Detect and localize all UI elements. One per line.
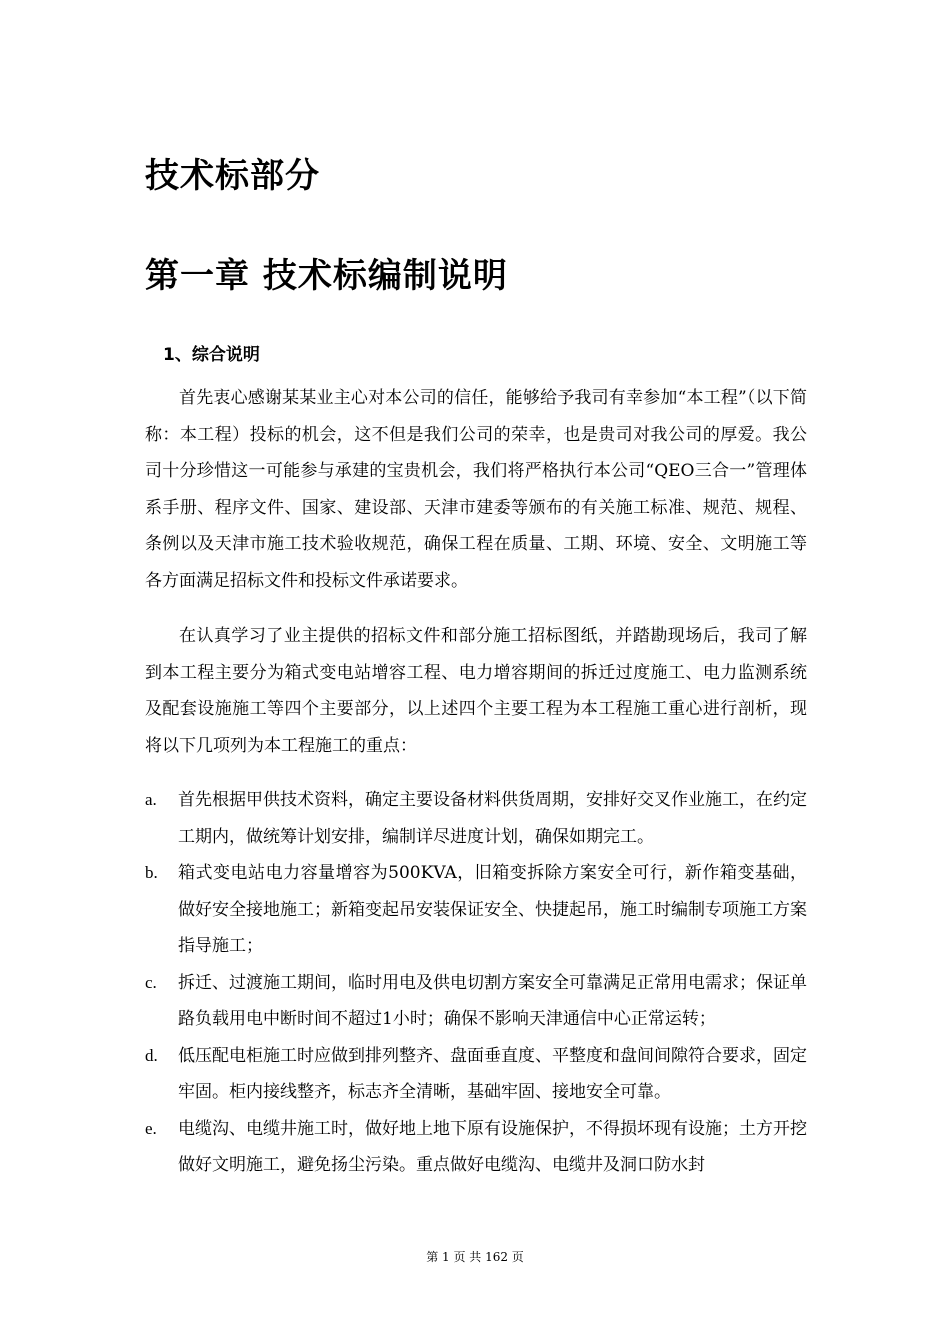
body-paragraph-block — [145, 618, 807, 764]
section-heading: 1、综合说明 — [163, 345, 260, 365]
document-title: 技术标部分 — [145, 156, 320, 196]
list-item — [145, 1038, 807, 1111]
list-item-text: 箱式变电站电力容量增容为500KVA，旧箱变拆除方案安全可行，新作箱变基础，做好安全接地施工；新箱变起吊安装保证安全、快捷起吊，施工时编制专项施工方案指导施工； — [178, 863, 807, 956]
list-item — [145, 782, 807, 855]
list-item-text: 首先根据甲供技术资料，确定主要设备材料供货周期，安排好交叉作业施工，在约定工期内，做统筹计划安排，编制详尽进度计划，确保如期完工。 — [178, 790, 807, 847]
list-marker: a. — [145, 790, 157, 809]
list-item — [145, 855, 807, 965]
body-paragraph-block — [145, 380, 807, 599]
list-marker: c. — [145, 972, 157, 992]
scope-paragraph: 在认真学习了业主提供的招标文件和部分施工招标图纸，并踏勘现场后，我司了解到本工程主要分为箱式变电站增容工程、电力增容期间的拆迁过度施工、电力监测系统及配套设施施工等四个主要部分，以上述四个主要工程为本工程施工重心进行剖析，现将以下几项列为本工程施工的重点： — [145, 626, 807, 756]
list-item-text: 电缆沟、电缆井施工时，做好地上地下原有设施保护，不得损坏现有设施；土方开挖做好文明施工，避免扬尘污染。重点做好电缆沟、电缆井及洞口防水封 — [178, 1118, 807, 1175]
list-item-text: 低压配电柜施工时应做到排列整齐、盘面垂直度、平整度和盘间间隙符合要求，固定牢固。柜内接线整齐，标志齐全清晰，基础牢固、接地安全可靠。 — [178, 1045, 807, 1102]
list-marker: e. — [145, 1118, 157, 1138]
page-footer: 第 1 页 共 162 页 — [426, 1250, 524, 1264]
chapter-heading: 第一章 技术标编制说明 — [145, 256, 508, 296]
list-marker: d. — [145, 1045, 158, 1065]
list-item-text: 拆迁、过渡施工期间，临时用电及供电切割方案安全可靠满足正常用电需求；保证单路负载用电中断时间不超过1小时；确保不影响天津通信中心正常运转； — [178, 972, 807, 1029]
key-points-list — [145, 782, 807, 1184]
intro-paragraph: 首先衷心感谢某某业主心对本公司的信任，能够给予我司有幸参加“本工程”（以下简称：本工程）投标的机会，这不但是我们公司的荣幸，也是贵司对我公司的厚爱。我公司十分珍惜这一可能参与承建的宝贵机会，我们将严格执行本公司“QEO三合一”管理体系手册、程序文件、国家、建设部、天津市建委等颁布的有关施工标准、规范、规程、条例以及天津市施工技术验收规范，确保工程在质量、工期、环境、安全、文明施工等各方面满足招标文件和投标文件承诺要求。 — [145, 388, 807, 591]
list-marker: b. — [145, 863, 158, 882]
list-item — [145, 1111, 807, 1184]
list-item — [145, 965, 807, 1038]
